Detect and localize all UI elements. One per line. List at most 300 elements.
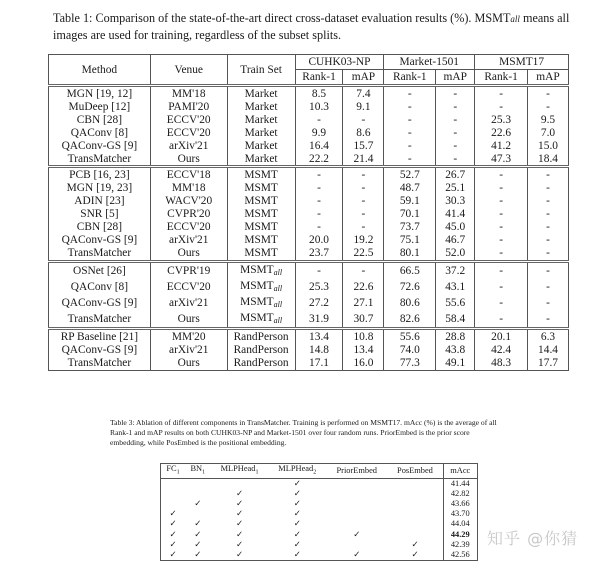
cell-value: 28.8	[436, 329, 475, 344]
cell-value: -	[343, 208, 384, 221]
header-col	[268, 464, 326, 479]
cell-value: 27.2	[295, 296, 343, 312]
check-icon: ✓	[161, 519, 185, 529]
empty-cell	[387, 519, 443, 529]
check-icon: ✓	[293, 478, 301, 488]
cell-value: -	[475, 296, 528, 312]
cell-value: -	[343, 167, 384, 182]
cell-venue: ECCV'20	[150, 127, 227, 140]
train-set-text: MSMT	[244, 208, 278, 221]
empty-cell	[387, 489, 443, 499]
cell-venue: ECCV'20	[150, 221, 227, 234]
table-row	[49, 167, 569, 182]
cell-value: -	[528, 296, 569, 312]
cell-value: -	[528, 280, 569, 296]
cell-value: -	[528, 221, 569, 234]
check-icon: ✓	[194, 539, 202, 549]
empty-cell	[211, 478, 269, 489]
header-group-market: Market-1501	[384, 55, 475, 70]
cell-venue: ECCV'20	[150, 280, 227, 296]
cell-value: -	[384, 101, 436, 114]
cell-train-set	[227, 167, 295, 182]
cell-value: 27.1	[343, 296, 384, 312]
table-row	[49, 247, 569, 261]
cell-value: 55.6	[384, 329, 436, 344]
cell-value: 52.0	[436, 247, 475, 261]
cell-train-set	[227, 280, 295, 296]
table-row	[49, 140, 569, 153]
cell-value: -	[475, 234, 528, 247]
cell-value: 48.7	[384, 182, 436, 195]
cell-value: -	[436, 127, 475, 140]
cell-value: -	[343, 195, 384, 208]
table-row	[161, 550, 478, 561]
table1-caption-rest: means all images are used for training, regardless of the subset splits.	[53, 11, 570, 42]
cell-value: 72.6	[384, 280, 436, 296]
cell-value: -	[528, 167, 569, 182]
table-row	[161, 530, 478, 540]
cell-value: 16.4	[295, 140, 343, 153]
cell-value: 75.1	[384, 234, 436, 247]
train-set-sub: all	[273, 267, 283, 277]
header-metric: Rank-1	[475, 70, 528, 86]
cell-macc: 42.39	[443, 540, 478, 550]
cell-venue: MM'20	[150, 329, 227, 344]
table3	[160, 463, 478, 561]
check-icon: ✓	[161, 509, 185, 519]
cell-method: TransMatcher	[49, 357, 151, 370]
cell-value: -	[528, 208, 569, 221]
table-row	[161, 519, 478, 529]
train-set-text: Market	[244, 139, 278, 152]
header-col	[387, 464, 443, 479]
train-set-text: MSMT	[240, 279, 274, 292]
cell-venue: CVPR'20	[150, 208, 227, 221]
cell-value: -	[295, 221, 343, 234]
cell-macc: 44.04	[443, 519, 478, 529]
cell-method: TransMatcher	[49, 312, 151, 329]
empty-cell	[326, 519, 387, 529]
table-row	[49, 101, 569, 114]
table-row	[49, 312, 569, 329]
cell-value: -	[436, 86, 475, 101]
table-row	[49, 195, 569, 208]
cell-value: 18.4	[528, 153, 569, 167]
cell-value: -	[475, 261, 528, 279]
check-icon: ✓	[235, 529, 244, 539]
cell-value: 30.3	[436, 195, 475, 208]
cell-value: 48.3	[475, 357, 528, 370]
header-metric: Rank-1	[295, 70, 343, 86]
header-col	[211, 464, 269, 479]
cell-train-set	[227, 261, 295, 279]
cell-method: MGN [19, 23]	[49, 182, 151, 195]
table-row	[49, 208, 569, 221]
train-set-sub: all	[273, 315, 283, 325]
cell-train-set	[227, 208, 295, 221]
empty-cell	[326, 499, 387, 509]
header-col	[185, 464, 211, 479]
cell-method: QAConv-GS [9]	[49, 344, 151, 357]
check-icon: ✓	[387, 550, 443, 561]
cell-value: 21.4	[343, 153, 384, 167]
cell-value: -	[384, 86, 436, 101]
cell-train-set	[227, 195, 295, 208]
cell-method: QAConv-GS [9]	[49, 234, 151, 247]
cell-venue: arXiv'21	[150, 296, 227, 312]
cell-macc: 43.66	[443, 499, 478, 509]
cell-value: 7.4	[343, 86, 384, 101]
cell-value: 70.1	[384, 208, 436, 221]
table1-section	[49, 329, 569, 371]
cell-train-set	[227, 86, 295, 101]
cell-train-set	[227, 329, 295, 344]
cell-value: 14.8	[295, 344, 343, 357]
cell-train-set	[227, 296, 295, 312]
header-label: FC	[166, 464, 177, 473]
cell-method: TransMatcher	[49, 247, 151, 261]
cell-train-set	[227, 153, 295, 167]
cell-value: 31.9	[295, 312, 343, 329]
cell-value: 30.7	[343, 312, 384, 329]
cell-value: -	[475, 182, 528, 195]
cell-value: 7.0	[528, 127, 569, 140]
cell-value: -	[384, 127, 436, 140]
cell-value: 9.9	[295, 127, 343, 140]
cell-value: 43.8	[436, 344, 475, 357]
header-label: mAcc	[450, 465, 471, 475]
cell-value: 22.6	[475, 127, 528, 140]
cell-value: -	[295, 208, 343, 221]
cell-value: 49.1	[436, 357, 475, 370]
cell-value: -	[528, 247, 569, 261]
empty-cell	[185, 489, 211, 499]
cell-value: 22.6	[343, 280, 384, 296]
cell-value: 25.3	[475, 114, 528, 127]
empty-cell	[387, 499, 443, 509]
header-method: Method	[49, 55, 151, 86]
table1-caption-sub: all	[510, 14, 520, 24]
cell-value: 22.2	[295, 153, 343, 167]
check-icon: ✓	[293, 519, 301, 529]
cell-venue: ECCV'18	[150, 167, 227, 182]
cell-value: -	[475, 312, 528, 329]
cell-venue: Ours	[150, 312, 227, 329]
check-icon: ✓	[293, 509, 301, 519]
check-icon: ✓	[268, 550, 326, 561]
table1-caption	[53, 10, 583, 43]
cell-value: -	[475, 221, 528, 234]
train-set-text: Market	[244, 100, 278, 113]
header-col	[326, 464, 387, 479]
train-set-text: MSMT	[244, 182, 278, 195]
train-set-sub: all	[273, 283, 283, 293]
cell-method: OSNet [26]	[49, 261, 151, 279]
cell-venue: arXiv'21	[150, 140, 227, 153]
cell-value: -	[384, 153, 436, 167]
cell-method: RP Baseline [21]	[49, 329, 151, 344]
cell-venue: PAMI'20	[150, 101, 227, 114]
cell-value: 13.4	[295, 329, 343, 344]
cell-value: 25.1	[436, 182, 475, 195]
cell-value: -	[436, 114, 475, 127]
cell-train-set	[227, 114, 295, 127]
cell-venue: ECCV'20	[150, 114, 227, 127]
header-label: PriorEmbed	[336, 465, 377, 475]
cell-macc: 43.70	[443, 509, 478, 519]
table-row	[49, 329, 569, 344]
empty-cell	[326, 540, 387, 550]
check-icon: ✓	[235, 519, 244, 529]
table-row	[49, 344, 569, 357]
train-set-text: MSMT	[244, 233, 278, 246]
cell-train-set	[227, 357, 295, 370]
cell-train-set	[227, 312, 295, 329]
cell-value: 59.1	[384, 195, 436, 208]
cell-value: -	[475, 247, 528, 261]
cell-value: -	[295, 114, 343, 127]
cell-value: -	[528, 195, 569, 208]
cell-value: 26.7	[436, 167, 475, 182]
train-set-text: RandPerson	[233, 357, 289, 370]
table1	[48, 54, 569, 371]
cell-value: -	[475, 195, 528, 208]
header-col	[161, 464, 185, 479]
cell-value: -	[475, 167, 528, 182]
cell-method: ADIN [23]	[49, 195, 151, 208]
cell-method: CBN [28]	[49, 221, 151, 234]
cell-value: -	[528, 182, 569, 195]
cell-macc: 41.44	[443, 478, 478, 489]
check-icon: ✓	[235, 488, 244, 498]
cell-value: 82.6	[384, 312, 436, 329]
cell-macc: 42.82	[443, 489, 478, 499]
train-set-text: Market	[244, 88, 278, 100]
cell-value: 55.6	[436, 296, 475, 312]
check-icon: ✓	[387, 540, 443, 550]
cell-value: 17.1	[295, 357, 343, 370]
cell-venue: CVPR'19	[150, 261, 227, 279]
cell-value: 25.3	[295, 280, 343, 296]
cell-value: 47.3	[475, 153, 528, 167]
check-icon: ✓	[185, 550, 211, 561]
table-row	[49, 114, 569, 127]
header-sub: 1	[255, 469, 259, 476]
cell-value: 17.7	[528, 357, 569, 370]
train-set-text: Market	[244, 113, 278, 126]
cell-value: -	[436, 101, 475, 114]
cell-method: PCB [16, 23]	[49, 167, 151, 182]
cell-train-set	[227, 101, 295, 114]
cell-value: -	[343, 261, 384, 279]
header-col	[443, 464, 478, 479]
cell-value: 8.6	[343, 127, 384, 140]
cell-value: 15.0	[528, 140, 569, 153]
empty-cell	[161, 499, 185, 509]
check-icon: ✓	[194, 529, 202, 539]
train-set-text: MSMT	[244, 221, 278, 234]
table-row	[49, 182, 569, 195]
train-set-text: MSMT	[240, 295, 274, 308]
empty-cell	[161, 478, 185, 489]
cell-venue: arXiv'21	[150, 234, 227, 247]
header-label: PosEmbed	[397, 465, 433, 475]
train-set-text: Market	[244, 152, 278, 165]
cell-value: -	[295, 261, 343, 279]
empty-cell	[387, 509, 443, 519]
header-sub: 1	[202, 469, 206, 476]
check-icon: ✓	[211, 550, 269, 561]
check-icon: ✓	[326, 550, 387, 561]
cell-train-set	[227, 221, 295, 234]
cell-value: 10.3	[295, 101, 343, 114]
cell-method: MGN [19, 12]	[49, 86, 151, 101]
cell-value: 9.5	[528, 114, 569, 127]
cell-venue: Ours	[150, 247, 227, 261]
cell-value: 43.1	[436, 280, 475, 296]
train-set-text: RandPerson	[233, 331, 289, 344]
cell-method: QAConv-GS [9]	[49, 296, 151, 312]
train-set-text: MSMT	[244, 169, 278, 182]
cell-method: CBN [28]	[49, 114, 151, 127]
cell-value: -	[528, 261, 569, 279]
table-row	[161, 509, 478, 519]
table-row	[49, 221, 569, 234]
table-row	[49, 127, 569, 140]
table1-section	[49, 167, 569, 261]
table-row	[49, 296, 569, 312]
cell-venue: arXiv'21	[150, 344, 227, 357]
check-icon: ✓	[235, 509, 244, 519]
cell-method: SNR [5]	[49, 208, 151, 221]
header-label: BN	[190, 464, 203, 473]
table-row	[49, 153, 569, 167]
cell-value: -	[528, 234, 569, 247]
cell-value: 10.8	[343, 329, 384, 344]
cell-train-set	[227, 344, 295, 357]
train-set-sub: all	[273, 299, 283, 309]
cell-method: QAConv-GS [9]	[49, 140, 151, 153]
cell-value: -	[384, 114, 436, 127]
train-set-text: MSMT	[240, 311, 274, 324]
cell-train-set	[227, 127, 295, 140]
header-metric: mAP	[528, 70, 569, 86]
cell-value: -	[343, 221, 384, 234]
table-row	[49, 234, 569, 247]
cell-train-set	[227, 140, 295, 153]
cell-venue: Ours	[150, 357, 227, 370]
cell-value: 9.1	[343, 101, 384, 114]
train-set-text: RandPerson	[233, 344, 289, 357]
table1-section	[49, 86, 569, 167]
cell-value: -	[295, 182, 343, 195]
cell-value: 6.3	[528, 329, 569, 344]
check-icon: ✓	[194, 499, 202, 509]
cell-value: 13.4	[343, 344, 384, 357]
empty-cell	[387, 478, 443, 489]
header-metric: Rank-1	[384, 70, 436, 86]
table-row	[161, 499, 478, 509]
check-icon: ✓	[161, 540, 185, 550]
cell-value: -	[475, 208, 528, 221]
cell-value: -	[475, 280, 528, 296]
cell-value: -	[528, 312, 569, 329]
check-icon: ✓	[353, 529, 361, 539]
train-set-text: MSMT	[240, 263, 274, 276]
header-train-set: Train Set	[227, 55, 295, 86]
check-icon: ✓	[293, 529, 301, 539]
watermark: 知乎 @你猜	[487, 529, 579, 548]
cell-value: -	[295, 167, 343, 182]
cell-method: TransMatcher	[49, 153, 151, 167]
header-group-cuhk: CUHK03-NP	[295, 55, 384, 70]
cell-value: 41.4	[436, 208, 475, 221]
empty-cell	[161, 489, 185, 499]
cell-value: 66.5	[384, 261, 436, 279]
cell-value: 41.2	[475, 140, 528, 153]
cell-value: 23.7	[295, 247, 343, 261]
cell-value: 15.7	[343, 140, 384, 153]
cell-venue: Ours	[150, 153, 227, 167]
train-set-text: MSMT	[244, 195, 278, 208]
train-set-text: MSMT	[244, 246, 278, 259]
cell-value: -	[343, 182, 384, 195]
cell-train-set	[227, 182, 295, 195]
header-metric: mAP	[343, 70, 384, 86]
table-row	[49, 357, 569, 370]
table-row	[49, 280, 569, 296]
cell-value: -	[528, 101, 569, 114]
cell-value: 45.0	[436, 221, 475, 234]
cell-value: -	[475, 101, 528, 114]
cell-value: 37.2	[436, 261, 475, 279]
cell-value: 16.0	[343, 357, 384, 370]
cell-value: 73.7	[384, 221, 436, 234]
cell-value: 80.1	[384, 247, 436, 261]
cell-value: 58.4	[436, 312, 475, 329]
header-sub: 2	[313, 469, 317, 476]
empty-cell	[326, 489, 387, 499]
check-icon: ✓	[235, 539, 244, 549]
cell-value: 22.5	[343, 247, 384, 261]
empty-cell	[326, 509, 387, 519]
cell-value: -	[343, 114, 384, 127]
cell-venue: WACV'20	[150, 195, 227, 208]
table1-section	[49, 261, 569, 329]
table1-caption-text: Table 1: Comparison of the state-of-the-art direct cross-dataset evaluation results (%). MSMT	[53, 11, 511, 25]
cell-method: QAConv [8]	[49, 127, 151, 140]
cell-value: 77.3	[384, 357, 436, 370]
cell-value: 74.0	[384, 344, 436, 357]
cell-value: -	[384, 140, 436, 153]
table3-caption: Table 3: Ablation of different components in TransMatcher. Training is performed on MSMT17. mAcc (%) is the average of all Rank-1 and mAP results on both CUHK03-NP and Market-1501 over four random runs. PriorEmbed is the prior score embedding, while PosEmbed is the positional embedding.	[110, 418, 497, 448]
table-row	[161, 478, 478, 489]
cell-value: 42.4	[475, 344, 528, 357]
header-label: MLPHead	[220, 464, 256, 473]
check-icon: ✓	[293, 539, 301, 549]
cell-method: QAConv [8]	[49, 280, 151, 296]
cell-value: -	[475, 86, 528, 101]
cell-value: 80.6	[384, 296, 436, 312]
empty-cell	[387, 530, 443, 540]
empty-cell	[185, 509, 211, 519]
cell-value: 46.7	[436, 234, 475, 247]
cell-venue: MM'18	[150, 86, 227, 101]
cell-value: -	[295, 195, 343, 208]
check-icon: ✓	[161, 550, 185, 561]
cell-method: MuDeep [12]	[49, 101, 151, 114]
cell-value: 20.0	[295, 234, 343, 247]
